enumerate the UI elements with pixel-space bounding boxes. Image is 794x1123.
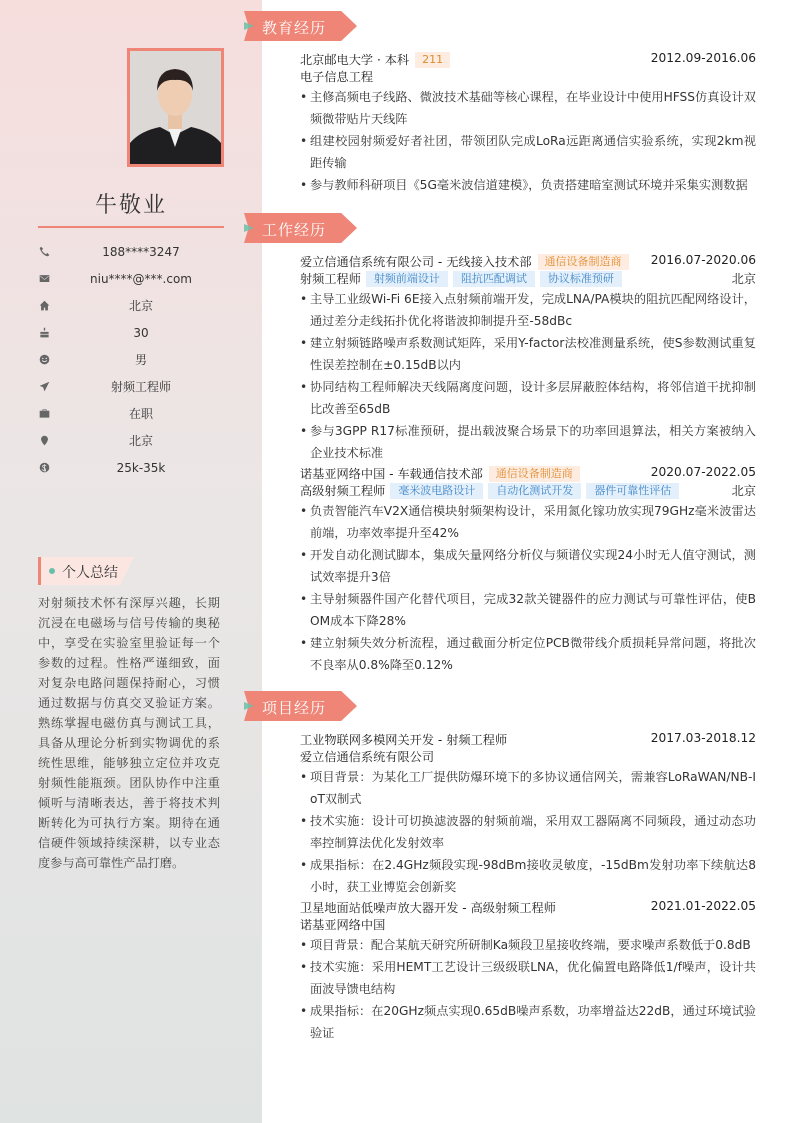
education-period: 2012.09-2016.06 [650, 51, 756, 65]
money-icon [38, 462, 50, 474]
info-phone [38, 238, 224, 265]
list-item: • 成果指标：在2.4GHz频段实现-98dBm接收灵敏度，-15dBm发射功率下续航达8小时，获工业博览会创新奖 [300, 854, 756, 898]
phone-icon [38, 246, 50, 258]
expected-city-value: 北京 [128, 434, 153, 448]
education-bullets [300, 86, 756, 196]
age-value: 30 [133, 325, 149, 340]
project-org: 爱立信通信系统有限公司 [300, 750, 435, 764]
skill-tag: 自动化测试开发 [488, 483, 581, 499]
location-value: 北京 [128, 299, 153, 313]
arrow-icon [244, 224, 254, 232]
job-bullets [300, 288, 756, 464]
name-divider [38, 226, 224, 228]
project-org: 诺基亚网络中国 [300, 918, 386, 932]
profile-photo [127, 48, 224, 167]
list-item: • 参与教师科研项目《5G毫米波信道建模》，负责搭建暗室测试环境并采集实测数据 [300, 174, 756, 196]
work-heading: 工作经历 [244, 213, 357, 243]
pin-icon [38, 435, 50, 447]
job-role: 高级射频工程师 [300, 484, 386, 498]
project-period: 2021.01-2022.05 [650, 899, 756, 913]
industry-badge: 通信设备制造商 [489, 466, 580, 482]
info-gender [38, 346, 224, 373]
briefcase-icon [38, 408, 50, 420]
summary-title: 个人总结 [62, 565, 118, 581]
skill-tag: 器件可靠性评估 [586, 483, 679, 499]
job-period: 2016.07-2020.06 [650, 253, 756, 267]
arrow-icon [244, 22, 254, 30]
list-item: • 建立射频失效分析流程，通过截面分析定位PCB微带线介质损耗异常问题，将批次不良率从0.8%降至0.12% [300, 632, 756, 676]
info-age [38, 319, 224, 346]
summary-heading [38, 557, 134, 585]
company-name: 爱立信通信系统有限公司 - 无线接入技术部 [300, 255, 532, 269]
skill-tag: 射频前端设计 [366, 271, 448, 287]
info-location [38, 292, 224, 319]
job-city: 北京 [731, 484, 756, 498]
project-bullets [300, 766, 756, 898]
list-item: • 成果指标：在20GHz频点实现0.65dB噪声系数，功率增益达22dB，通过环境试验验证 [300, 1000, 756, 1044]
job-city: 北京 [731, 272, 756, 286]
list-item: • 负责智能汽车V2X通信模块射频架构设计，采用氮化镓功放实现79GHz毫米波雷达前端，功率效率提升至42% [300, 500, 756, 544]
mail-icon [38, 273, 50, 285]
info-salary [38, 454, 224, 481]
sidebar [0, 0, 262, 1123]
list-item: • 项目背景：为某化工厂提供防爆环境下的多协议通信网关，需兼容LoRaWAN/NB-IoT双制式 [300, 766, 756, 810]
list-item: • 参与3GPP R17标准预研，提出载波聚合场景下的功率回退算法，相关方案被纳入企业技术标准 [300, 420, 756, 464]
info-status [38, 400, 224, 427]
list-item: • 协同结构工程师解决天线隔离度问题，设计多层屏蔽腔体结构，将邻信道干扰抑制比改善至65dB [300, 376, 756, 420]
project-bullets [300, 934, 756, 1044]
project-period: 2017.03-2018.12 [650, 731, 756, 745]
email-value: niu****@***.com [90, 271, 192, 286]
project-name: 工业物联网多模网关开发 - 射频工程师 [300, 733, 508, 747]
company-name: 诺基亚网络中国 - 车载通信技术部 [300, 467, 483, 481]
list-item: • 技术实施：设计可切换滤波器的射频前端，采用双工器隔离不同频段，通过动态功率控制算法优化发射效率 [300, 810, 756, 854]
list-item: • 建立射频链路噪声系数测试矩阵，采用Y-factor法校准测量系统，使S参数测试重复性误差控制在±0.15dB以内 [300, 332, 756, 376]
education-heading: 教育经历 [244, 11, 357, 41]
school-name: 北京邮电大学 · 本科 [300, 53, 410, 67]
position-value: 射频工程师 [110, 380, 171, 394]
job-header [300, 465, 756, 499]
salary-value: 25k-35k [116, 460, 166, 475]
send-icon [38, 381, 50, 393]
projects-heading: 项目经历 [244, 691, 357, 721]
job-role: 射频工程师 [300, 272, 361, 286]
list-item: • 主修高频电子线路、微波技术基础等核心课程，在毕业设计中使用HFSS仿真设计双频微带贴片天线阵 [300, 86, 756, 130]
cake-icon [38, 327, 50, 339]
info-expected-city [38, 427, 224, 454]
list-item: • 开发自动化测试脚本，集成矢量网络分析仪与频谱仪实现24小时无人值守测试，测试效率提升3倍 [300, 544, 756, 588]
school-badge: 211 [415, 52, 450, 68]
arrow-icon [244, 702, 254, 710]
project-header [300, 899, 756, 933]
gender-value: 男 [134, 353, 147, 367]
major-name: 电子信息工程 [300, 70, 374, 84]
list-item: • 主导工业级Wi-Fi 6E接入点射频前端开发，完成LNA/PA模块的阻抗匹配网络设计，通过差分走线拓扑优化将谐波抑制提升至-58dBc [300, 288, 756, 332]
project-name: 卫星地面站低噪声放大器开发 - 高级射频工程师 [300, 901, 556, 915]
skill-tag: 协议标准预研 [540, 271, 622, 287]
home-icon [38, 300, 50, 312]
list-item: • 主导射频器件国产化替代项目，完成32款关键器件的应力测试与可靠性评估，使BOM成本下降28% [300, 588, 756, 632]
job-bullets [300, 500, 756, 676]
project-header [300, 731, 756, 765]
skill-tag: 阻抗匹配调试 [453, 271, 535, 287]
candidate-name: 牛敬业 [94, 193, 167, 218]
list-item: • 组建校园射频爱好者社团，带领团队完成LoRa远距离通信实验系统，实现2km视距传输 [300, 130, 756, 174]
list-item: • 项目背景：配合某航天研究所研制Ka频段卫星接收终端，要求噪声系数低于0.8dB [300, 934, 756, 956]
list-item: • 技术实施：采用HEMT工艺设计三级级联LNA，优化偏置电路降低1/f噪声，设计共面波导馈电结构 [300, 956, 756, 1000]
heading-dot-icon [49, 568, 55, 574]
info-position [38, 373, 224, 400]
job-period: 2020.07-2022.05 [650, 465, 756, 479]
education-entry-header [300, 51, 756, 85]
status-value: 在职 [128, 407, 153, 421]
skill-tag: 毫米波电路设计 [390, 483, 483, 499]
info-email [38, 265, 224, 292]
summary-text: 对射频技术怀有深厚兴趣，长期沉浸在电磁场与信号传输的奥秘中，享受在实验室里验证每一个参数的过程。性格严谨细致，面对复杂电路问题保持耐心，习惯通过数据与仿真交叉验证方案。熟练掌握电磁仿真与测试工具，具备从理论分析到实物调优的系统性思维，能够独立定位并攻克射频性能瓶颈。团队协作中注重倾听与清晰表达，善于将技术判断转化为可执行方案。期待在通信硬件领域持续深耕，以专业态度参与高可靠性产品打磨。 [38, 596, 220, 870]
smile-icon [38, 354, 50, 366]
contact-info-list [38, 238, 224, 481]
industry-badge: 通信设备制造商 [538, 254, 629, 270]
job-header [300, 253, 756, 287]
phone-value: 188****3247 [102, 244, 180, 259]
